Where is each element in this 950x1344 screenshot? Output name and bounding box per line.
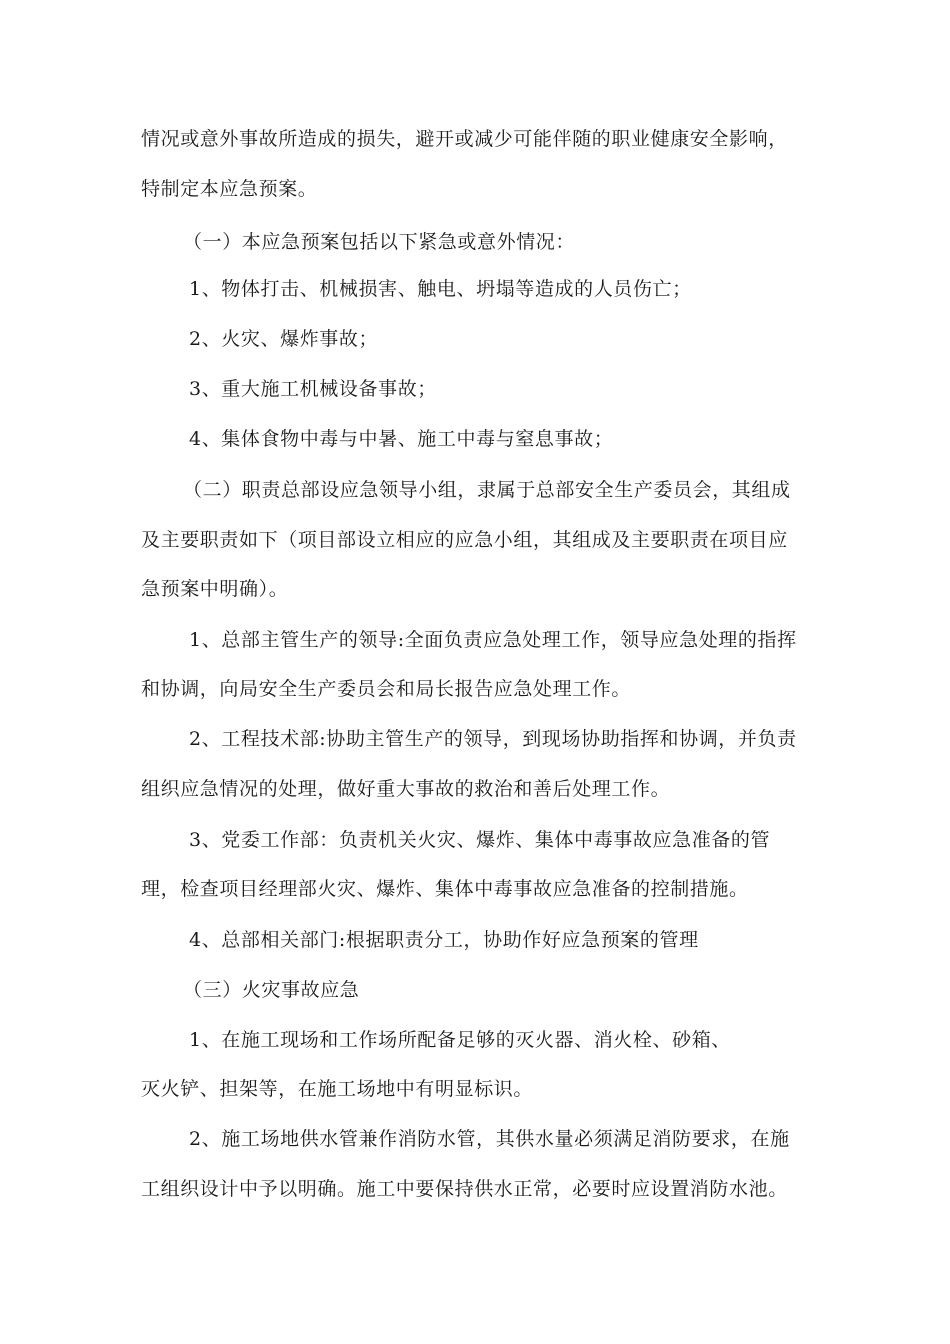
list-item: 1、在施工现场和工作场所配备足够的灭火器、消火栓、砂箱、	[189, 1029, 731, 1051]
list-item: 4、总部相关部门:根据职责分工，协助作好应急预案的管理	[189, 929, 699, 951]
list-item: 3、重大施工机械设备事故；	[189, 378, 437, 400]
paragraph-line: 和协调，向局安全生产委员会和局长报告应急处理工作。	[141, 678, 632, 700]
section-heading-3: （三）火灾事故应急	[183, 979, 360, 1001]
list-item: 1、总部主管生产的领导:全面负责应急处理工作，领导应急处理的指挥	[189, 629, 797, 651]
list-item: 2、工程技术部:协助主管生产的领导，到现场协助指挥和协调，并负责	[189, 728, 797, 750]
paragraph-line: 灭火铲、担架等，在施工场地中有明显标识。	[141, 1078, 534, 1100]
list-item: 1、物体打击、机械损害、触电、坍塌等造成的人员伤亡；	[189, 278, 692, 300]
list-item: 3、党委工作部：负责机关火灾、爆炸、集体中毒事故应急准备的管	[189, 829, 771, 851]
paragraph-line: 理，检查项目经理部火灾、爆炸、集体中毒事故应急准备的控制措施。	[141, 878, 749, 900]
paragraph-line: 及主要职责如下（项目部设立相应的应急小组，其组成及主要职责在项目应	[141, 529, 788, 551]
paragraph-line: 情况或意外事故所造成的损失，避开或减少可能伴随的职业健康安全影响，	[141, 128, 788, 150]
list-item: 4、集体食物中毒与中暑、施工中毒与窒息事故；	[189, 428, 614, 450]
section-heading-2: （二）职责总部设应急领导小组，隶属于总部安全生产委员会，其组成	[183, 479, 791, 501]
list-item: 2、火灾、爆炸事故；	[189, 328, 379, 350]
paragraph-line: 特制定本应急预案。	[141, 178, 318, 200]
paragraph-line: 组织应急情况的处理，做好重大事故的救治和善后处理工作。	[141, 778, 671, 800]
paragraph-line: 急预案中明确）。	[141, 578, 289, 600]
section-heading-1: （一）本应急预案包括以下紧急或意外情况：	[183, 231, 576, 253]
list-item: 2、施工场地供水管兼作消防水管，其供水量必须满足消防要求，在施	[189, 1128, 790, 1150]
paragraph-line: 工组织设计中予以明确。施工中要保持供水正常，必要时应设置消防水池。	[141, 1178, 788, 1200]
